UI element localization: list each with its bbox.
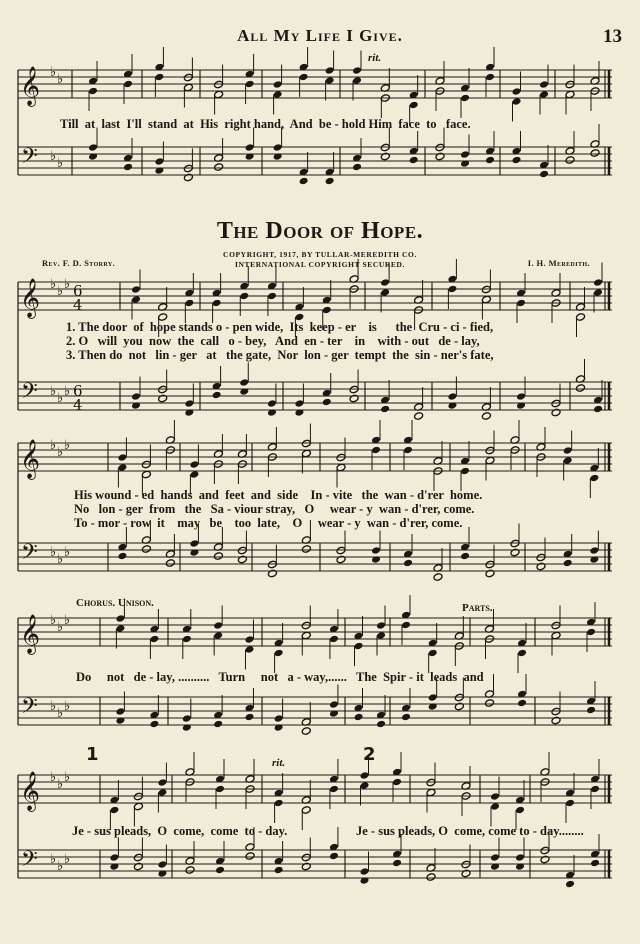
- note-head: [329, 635, 339, 644]
- note-head: [299, 73, 309, 82]
- note-head: [593, 405, 603, 414]
- note-head: [485, 560, 495, 569]
- note-head: [371, 446, 381, 455]
- note-head: [481, 295, 491, 304]
- note-head: [274, 799, 284, 808]
- note-head: [214, 80, 224, 89]
- note-head: [515, 862, 525, 871]
- note-head: [88, 143, 98, 152]
- note-head: [273, 143, 283, 152]
- chorus-lyric-ending-2: Je - sus pleads, O come, come to - day........: [356, 824, 584, 838]
- note-head: [352, 163, 362, 172]
- note-head: [414, 412, 424, 421]
- note-head: [237, 546, 247, 555]
- note-head: [301, 806, 311, 815]
- note-head: [447, 392, 457, 401]
- note-head: [360, 867, 370, 876]
- note-head: [539, 80, 549, 89]
- svg-text:4: 4: [73, 296, 83, 314]
- note-head: [131, 401, 141, 410]
- note-head: [115, 614, 125, 623]
- note-head: [239, 292, 249, 301]
- note-head: [565, 880, 575, 889]
- note-head: [460, 159, 470, 168]
- note-head: [244, 635, 254, 644]
- svg-text:♭: ♭: [64, 384, 71, 399]
- note-head: [428, 649, 438, 658]
- svg-text:♭: ♭: [57, 777, 64, 792]
- svg-text:♭: ♭: [64, 613, 71, 628]
- note-head: [157, 788, 167, 797]
- note-head: [294, 408, 304, 417]
- note-head: [301, 727, 311, 736]
- svg-text:𝄞: 𝄞: [20, 614, 41, 654]
- note-head: [512, 87, 522, 96]
- svg-text:6: 6: [73, 282, 83, 300]
- note-head: [336, 453, 346, 462]
- note-head: [461, 860, 471, 869]
- note-head: [245, 143, 255, 152]
- rit-marking-2: rit.: [272, 757, 286, 769]
- note-head: [447, 285, 457, 294]
- note-head: [157, 869, 167, 878]
- note-head: [565, 90, 575, 99]
- note-head: [149, 720, 159, 729]
- note-head: [371, 546, 381, 555]
- note-head: [360, 781, 370, 790]
- note-head: [354, 642, 364, 651]
- note-head: [516, 401, 526, 410]
- note-head: [380, 152, 390, 161]
- note-head: [123, 163, 133, 172]
- note-head: [115, 707, 125, 716]
- note-head: [189, 548, 199, 557]
- note-head: [336, 463, 346, 472]
- note-head: [301, 545, 311, 554]
- note-head: [380, 405, 390, 414]
- note-head: [267, 292, 277, 301]
- note-head: [516, 299, 526, 308]
- note-head: [301, 439, 311, 448]
- note-head: [109, 862, 119, 871]
- svg-text:𝄢: 𝄢: [21, 540, 38, 570]
- note-head: [516, 392, 526, 401]
- note-head: [380, 288, 390, 297]
- lyricist-credit: Rev. F. D. Storry.: [42, 258, 116, 268]
- note-head: [245, 152, 255, 161]
- note-head: [117, 552, 127, 561]
- note-head: [183, 73, 193, 82]
- note-head: [245, 852, 255, 861]
- svg-text:♭: ♭: [50, 613, 57, 628]
- note-head: [183, 164, 193, 173]
- note-head: [349, 394, 359, 403]
- note-head: [376, 631, 386, 640]
- note-head: [329, 700, 339, 709]
- svg-text:♭: ♭: [64, 277, 71, 292]
- note-head: [360, 876, 370, 885]
- svg-text:𝄞: 𝄞: [20, 439, 41, 479]
- note-head: [165, 559, 175, 568]
- note-head: [274, 649, 284, 658]
- note-head: [274, 866, 284, 875]
- note-head: [133, 792, 143, 801]
- note-head: [154, 73, 164, 82]
- note-head: [213, 552, 223, 561]
- note-head: [589, 555, 599, 564]
- note-head: [301, 449, 311, 458]
- note-head: [447, 401, 457, 410]
- hymn-header-title: All My Life I Give.: [237, 26, 403, 45]
- note-head: [157, 860, 167, 869]
- copyright-line-1: COPYRIGHT, 1917, BY TULLAR-MEREDITH CO.: [223, 250, 417, 259]
- note-head: [214, 163, 224, 172]
- note-head: [115, 716, 125, 725]
- note-head: [239, 378, 249, 387]
- note-head: [512, 156, 522, 165]
- note-head: [586, 628, 596, 637]
- note-head: [593, 278, 603, 287]
- verse-1-line-2: His wound - ed hands and feet and side In - vite the wan - d'rer home.: [74, 488, 483, 502]
- svg-text:𝄢: 𝄢: [21, 694, 38, 724]
- note-head: [576, 313, 586, 322]
- svg-text:♭: ♭: [57, 284, 64, 299]
- note-head: [133, 862, 143, 871]
- note-head: [565, 80, 575, 89]
- note-head: [322, 398, 332, 407]
- note-head: [517, 699, 527, 708]
- note-head: [485, 569, 495, 578]
- note-head: [433, 573, 443, 582]
- note-head: [454, 702, 464, 711]
- svg-text:♭: ♭: [50, 277, 57, 292]
- note-head: [551, 399, 561, 408]
- note-head: [481, 285, 491, 294]
- svg-text:6: 6: [73, 382, 83, 400]
- note-head: [273, 152, 283, 161]
- verse-1-line-1: 1. The door of hope stands o - pen wide, Its keep - er is the Cru - ci - fied,: [66, 320, 494, 334]
- note-head: [267, 399, 277, 408]
- svg-text:4: 4: [73, 396, 83, 414]
- note-head: [380, 278, 390, 287]
- note-head: [214, 90, 224, 99]
- note-head: [490, 862, 500, 871]
- note-head: [212, 299, 222, 308]
- note-head: [184, 299, 194, 308]
- note-head: [336, 546, 346, 555]
- note-head: [490, 802, 500, 811]
- note-head: [109, 806, 119, 815]
- svg-text:♭: ♭: [57, 859, 64, 874]
- note-head: [540, 855, 550, 864]
- svg-text:♭: ♭: [50, 852, 57, 867]
- note-head: [301, 853, 311, 862]
- chorus-label: Chorus. Unison.: [76, 597, 154, 609]
- chorus-lyric-line-1: Do not de - lay, .......... Turn not a - way,...... The Spir - it leads and: [76, 670, 484, 684]
- note-head: [131, 285, 141, 294]
- note-head: [183, 173, 193, 182]
- note-head: [322, 306, 332, 315]
- note-head: [512, 97, 522, 106]
- note-head: [593, 288, 603, 297]
- svg-text:♭: ♭: [50, 545, 57, 560]
- svg-text:♭: ♭: [50, 770, 57, 785]
- note-head: [392, 859, 402, 868]
- note-head: [212, 391, 222, 400]
- note-head: [589, 474, 599, 483]
- note-head: [184, 408, 194, 417]
- note-head: [88, 152, 98, 161]
- note-head: [299, 177, 309, 186]
- note-head: [485, 699, 495, 708]
- note-head: [428, 693, 438, 702]
- note-head: [515, 806, 525, 815]
- svg-text:♭: ♭: [50, 438, 57, 453]
- svg-text:♭: ♭: [64, 699, 71, 714]
- note-head: [267, 569, 277, 578]
- note-head: [183, 83, 193, 92]
- copyright-line-2: INTERNATIONAL COPYRIGHT SECURED.: [235, 260, 405, 269]
- note-head: [435, 152, 445, 161]
- note-head: [485, 456, 495, 465]
- note-head: [133, 802, 143, 811]
- note-head: [551, 707, 561, 716]
- note-head: [117, 453, 127, 462]
- note-head: [244, 713, 254, 722]
- note-head: [329, 709, 339, 718]
- page-number: 13: [603, 26, 622, 47]
- note-head: [540, 846, 550, 855]
- note-head: [590, 785, 600, 794]
- verse-3-line-2: To - mor - row it may be too late, O wear - y wan - d'rer, come.: [74, 516, 463, 530]
- svg-text:𝄞: 𝄞: [20, 278, 41, 318]
- note-head: [428, 702, 438, 711]
- note-head: [237, 555, 247, 564]
- note-head: [329, 852, 339, 861]
- note-head: [536, 553, 546, 562]
- svg-text:𝄞: 𝄞: [20, 771, 41, 811]
- svg-text:♭: ♭: [50, 149, 57, 164]
- note-head: [589, 546, 599, 555]
- note-head: [460, 94, 470, 103]
- note-head: [515, 853, 525, 862]
- note-head: [590, 859, 600, 868]
- svg-text:♭: ♭: [57, 445, 64, 460]
- note-head: [551, 408, 561, 417]
- note-head: [325, 76, 335, 85]
- verse-2-line-1: 2. O will you now the call o - bey, And en - ter in with - out de - lay,: [66, 334, 480, 348]
- note-head: [435, 143, 445, 152]
- note-head: [149, 635, 159, 644]
- svg-text:𝄢: 𝄢: [21, 847, 38, 877]
- note-head: [157, 778, 167, 787]
- svg-text:♭: ♭: [50, 384, 57, 399]
- note-head: [189, 470, 199, 479]
- note-head: [510, 548, 520, 557]
- svg-text:♭: ♭: [50, 65, 57, 80]
- note-head: [301, 862, 311, 871]
- first-ending-number: 1: [86, 744, 99, 765]
- svg-text:𝄞: 𝄞: [20, 66, 41, 106]
- note-head: [267, 408, 277, 417]
- note-head: [485, 446, 495, 455]
- svg-text:♭: ♭: [50, 699, 57, 714]
- note-head: [352, 66, 362, 75]
- svg-text:♭: ♭: [64, 852, 71, 867]
- svg-text:♭: ♭: [57, 156, 64, 171]
- note-head: [360, 771, 370, 780]
- song-title: The Door of Hope.: [216, 218, 424, 244]
- rit-marking: rit.: [368, 52, 382, 64]
- note-head: [481, 412, 491, 421]
- note-head: [294, 399, 304, 408]
- note-head: [426, 788, 436, 797]
- note-head: [461, 869, 471, 878]
- parts-label: Parts.: [462, 602, 493, 614]
- note-head: [551, 631, 561, 640]
- note-head: [244, 645, 254, 654]
- note-head: [563, 559, 573, 568]
- note-head: [460, 467, 470, 476]
- top-hymn-lyric: Till at last I'll stand at His right hand, And be - hold Him face to face.: [60, 117, 471, 131]
- chorus-lyric-ending-1: Je - sus pleads, O come, come to - day.: [72, 824, 288, 838]
- note-head: [409, 156, 419, 165]
- verse-3-line-1: 3. Then do not lin - ger at the gate, Nor lon - ger tempt the sin - ner's fate,: [66, 348, 494, 362]
- note-head: [376, 720, 386, 729]
- svg-text:♭: ♭: [64, 770, 71, 785]
- note-head: [539, 90, 549, 99]
- note-head: [273, 80, 283, 89]
- note-head: [517, 649, 527, 658]
- note-head: [158, 385, 168, 394]
- note-head: [485, 156, 495, 165]
- note-head: [354, 713, 364, 722]
- note-head: [189, 539, 199, 548]
- note-head: [490, 853, 500, 862]
- note-head: [141, 545, 151, 554]
- note-head: [213, 720, 223, 729]
- note-head: [182, 714, 192, 723]
- note-head: [576, 384, 586, 393]
- svg-text:♭: ♭: [64, 545, 71, 560]
- note-head: [551, 621, 561, 630]
- note-head: [213, 631, 223, 640]
- note-head: [189, 460, 199, 469]
- second-ending-number: 2: [363, 744, 376, 765]
- note-head: [325, 66, 335, 75]
- note-head: [213, 621, 223, 630]
- verse-2-line-2: No lon - ger from the Sa - viour stray, O wear - y wan - d'rer, come.: [74, 502, 475, 516]
- note-head: [274, 714, 284, 723]
- note-head: [185, 866, 195, 875]
- note-head: [154, 166, 164, 175]
- note-head: [336, 555, 346, 564]
- note-head: [536, 562, 546, 571]
- note-head: [158, 394, 168, 403]
- composer-credit: I. H. Meredith.: [527, 258, 590, 268]
- note-head: [490, 792, 500, 801]
- note-head: [141, 460, 151, 469]
- note-head: [349, 385, 359, 394]
- note-head: [109, 853, 119, 862]
- note-head: [184, 399, 194, 408]
- note-head: [403, 446, 413, 455]
- note-head: [380, 143, 390, 152]
- svg-text:♭: ♭: [57, 620, 64, 635]
- note-head: [563, 446, 573, 455]
- note-head: [182, 635, 192, 644]
- note-head: [267, 560, 277, 569]
- note-head: [403, 559, 413, 568]
- note-head: [401, 713, 411, 722]
- note-head: [590, 149, 600, 158]
- note-head: [401, 621, 411, 630]
- note-head: [182, 723, 192, 732]
- note-head: [586, 706, 596, 715]
- note-head: [131, 295, 141, 304]
- note-head: [133, 853, 143, 862]
- note-head: [131, 392, 141, 401]
- note-head: [409, 101, 419, 110]
- note-head: [117, 463, 127, 472]
- note-head: [551, 716, 561, 725]
- note-head: [301, 631, 311, 640]
- svg-text:♭: ♭: [57, 706, 64, 721]
- note-head: [88, 87, 98, 96]
- svg-text:♭: ♭: [57, 391, 64, 406]
- note-head: [273, 90, 283, 99]
- note-head: [539, 170, 549, 179]
- svg-text:♭: ♭: [57, 72, 64, 87]
- note-head: [485, 73, 495, 82]
- note-head: [325, 177, 335, 186]
- note-head: [426, 778, 436, 787]
- svg-text:♭: ♭: [64, 438, 71, 453]
- note-head: [274, 723, 284, 732]
- note-head: [215, 785, 225, 794]
- note-head: [460, 150, 470, 159]
- note-head: [510, 539, 520, 548]
- note-head: [215, 866, 225, 875]
- note-head: [123, 80, 133, 89]
- note-head: [115, 624, 125, 633]
- note-head: [154, 157, 164, 166]
- note-head: [239, 387, 249, 396]
- svg-text:♭: ♭: [57, 552, 64, 567]
- note-head: [301, 621, 311, 630]
- note-head: [329, 785, 339, 794]
- note-head: [245, 80, 255, 89]
- note-head: [376, 621, 386, 630]
- note-head: [392, 778, 402, 787]
- note-head: [141, 470, 151, 479]
- note-head: [371, 555, 381, 564]
- note-head: [563, 456, 573, 465]
- note-head: [460, 552, 470, 561]
- note-head: [454, 693, 464, 702]
- note-head: [565, 799, 575, 808]
- svg-text:𝄢: 𝄢: [21, 379, 38, 409]
- note-head: [352, 76, 362, 85]
- note-head: [426, 873, 436, 882]
- svg-text:𝄢: 𝄢: [21, 144, 38, 174]
- note-head: [565, 156, 575, 165]
